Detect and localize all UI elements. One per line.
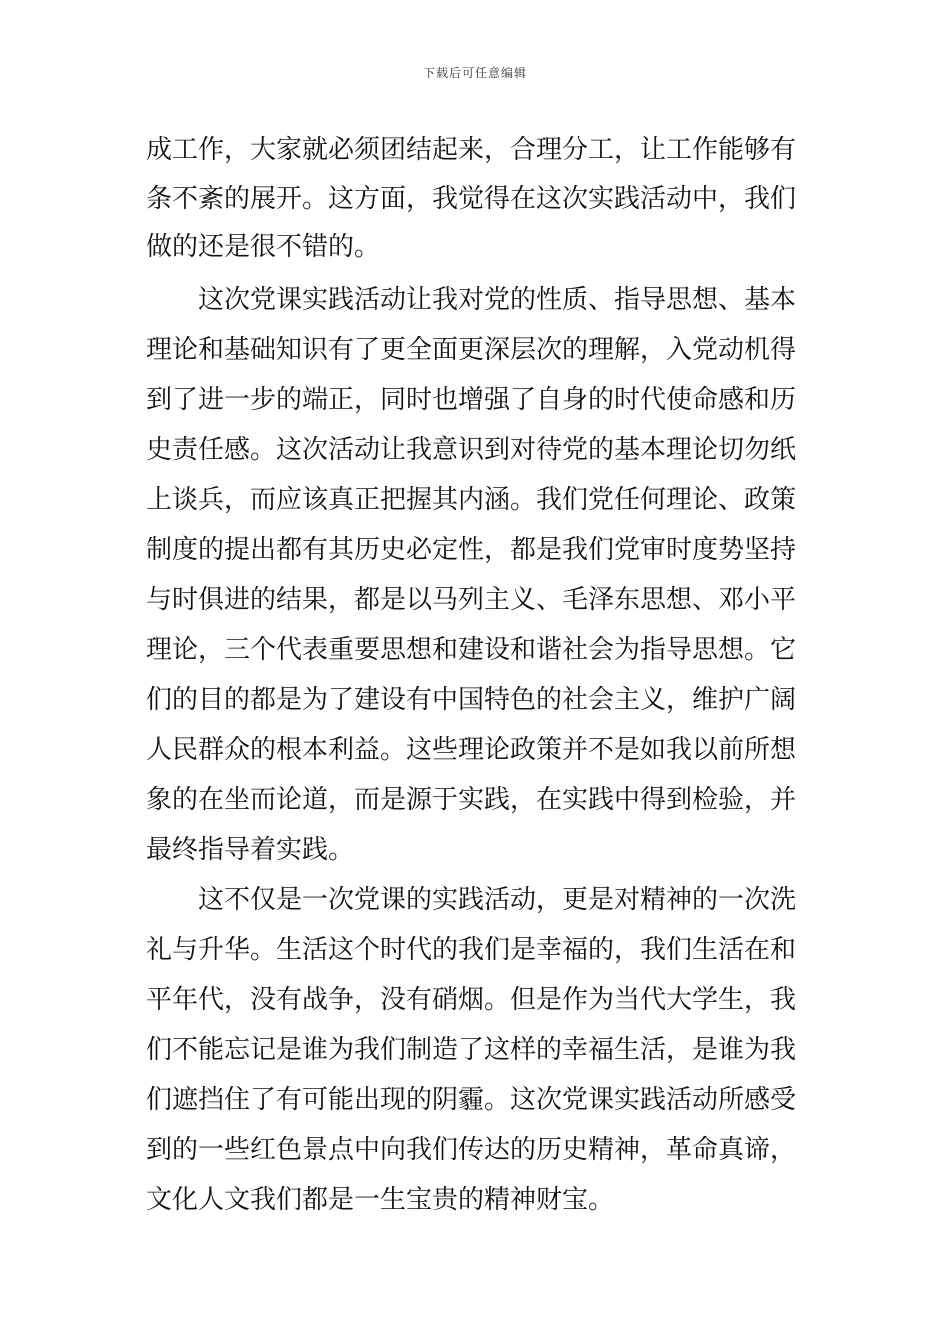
- text-line: 成工作，大家就必须团结起来，合理分工，让工作能够有: [146, 135, 797, 165]
- text-line: 理论和基础知识有了更全面更深层次的理解，入党动机得: [146, 335, 797, 365]
- text-line: 史责任感。这次活动让我意识到对待党的基本理论切勿纸: [146, 435, 797, 465]
- text-line: 这不仅是一次党课的实践活动，更是对精神的一次洗: [146, 885, 797, 915]
- text-line: 文化人文我们都是一生宝贵的精神财宝。: [146, 1185, 615, 1215]
- text-line: 这次党课实践活动让我对党的性质、指导思想、基本: [146, 285, 797, 315]
- text-line: 们的目的都是为了建设有中国特色的社会主义，维护广阔: [146, 685, 797, 715]
- text-line: 们不能忘记是谁为我们制造了这样的幸福生活，是谁为我: [146, 1035, 797, 1065]
- text-line: 到了进一步的端正，同时也增强了自身的时代使命感和历: [146, 385, 797, 415]
- text-line: 到的一些红色景点中向我们传达的历史精神，革命真谛，: [146, 1135, 797, 1165]
- text-line: 最终指导着实践。: [146, 835, 355, 865]
- text-line: 平年代，没有战争，没有硝烟。但是作为当代大学生，我: [146, 985, 797, 1015]
- text-line: 礼与升华。生活这个时代的我们是幸福的，我们生活在和: [146, 935, 797, 965]
- text-line: 与时俱进的结果，都是以马列主义、毛泽东思想、邓小平: [146, 585, 797, 615]
- text-line: 人民群众的根本利益。这些理论政策并不是如我以前所想: [146, 735, 797, 765]
- page-header-note: 下载后可任意编辑: [422, 66, 527, 80]
- text-line: 做的还是很不错的。: [146, 232, 381, 262]
- text-line: 理论，三个代表重要思想和建设和谐社会为指导思想。它: [146, 635, 797, 665]
- text-line: 上谈兵，而应该真正把握其内涵。我们党任何理论、政策: [146, 485, 797, 515]
- text-line: 象的在坐而论道，而是源于实践，在实践中得到检验，并: [146, 785, 797, 815]
- text-line: 们遮挡住了有可能出现的阴霾。这次党课实践活动所感受: [146, 1085, 797, 1115]
- text-line: 制度的提出都有其历史必定性，都是我们党审时度势坚持: [146, 535, 797, 565]
- text-line: 条不紊的展开。这方面，我觉得在这次实践活动中，我们: [146, 184, 797, 214]
